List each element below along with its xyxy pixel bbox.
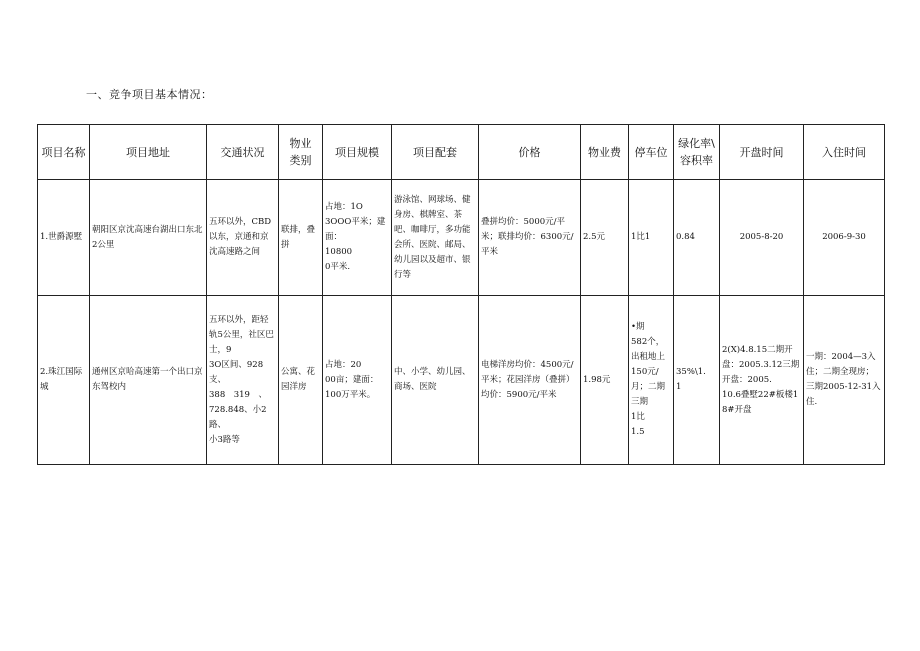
cell-price: 叠拼均价：5000元/平米；联排均价：6300元/平米 (479, 180, 581, 296)
cell-facilities: 中、小学、幼儿园、商场、医院 (392, 296, 479, 465)
cell-open: 2005-8-20 (720, 180, 804, 296)
cell-price: 电梯洋房均价：4500元/平米；花园洋房（叠拼）均价：5900元/平米 (479, 296, 581, 465)
cell-traffic: 五环以外，CBD以东，京通和京沈高速路之间 (207, 180, 279, 296)
header-scale: 项目规模 (323, 125, 392, 180)
table-row (38, 180, 885, 296)
cell-type: 公寓、花园洋房 (279, 296, 323, 465)
header-name: 项目名称 (38, 125, 90, 180)
cell-scale: 占地：20 00亩；建面： 100万平米。 (323, 296, 392, 465)
header-address: 项目地址 (90, 125, 207, 180)
section-title: 一、竞争项目基本情况： (86, 88, 213, 101)
header-open: 开盘时间 (720, 125, 804, 180)
cell-scale: 占地：1O 3OOO平米；建面： 10800 0平米. (323, 180, 392, 296)
cell-fee: 1.98元 (581, 296, 629, 465)
cell-move-in: 2006-9-30 (804, 180, 885, 296)
header-facilities: 项目配套 (392, 125, 479, 180)
cell-parking: 1比1 (629, 180, 674, 296)
cell-address: 通州区京哈高速第一个出口京东驾校内 (90, 296, 207, 465)
header-parking: 停车位 (629, 125, 674, 180)
cell-traffic: 五环以外，距轻轨5公里，社区巴士，9 3O区间、928支、 388 319 、 728.848、小2路、 小3路等 (207, 296, 279, 465)
competitor-table (37, 124, 885, 465)
cell-name: 1.世爵源墅 (38, 180, 90, 296)
header-green: 绿化率\ 容积率 (674, 125, 720, 180)
header-type: 物业 类别 (279, 125, 323, 180)
header-move-in: 入住时间 (804, 125, 885, 180)
cell-name: 2.珠江国际城 (38, 296, 90, 465)
header-row (38, 125, 885, 180)
cell-move-in: 一期：2004—3入住；二期全现房；三期2005-12-31入住. (804, 296, 885, 465)
cell-green: 35%\1. 1 (674, 296, 720, 465)
cell-green: 0.84 (674, 180, 720, 296)
header-traffic: 交通状况 (207, 125, 279, 180)
cell-fee: 2.5元 (581, 180, 629, 296)
header-fee: 物业费 (581, 125, 629, 180)
cell-parking: •期 582个， 出租地上 150元/ 月；二期 三期 1比 1.5 (629, 296, 674, 465)
cell-address: 朝阳区京沈高速台湖出口东北2公里 (90, 180, 207, 296)
table-row (38, 296, 885, 465)
cell-open: 2(X)4.8.15二期开盘：2005.3.12三期开盘：2005. 10.6叠墅22#板楼1 8#开盘 (720, 296, 804, 465)
cell-facilities: 游泳馆、网球场、健身房、棋牌室、茶吧、咖啡厅，多功能会所、医院、邮局、幼儿园以及超市、银行等 (392, 180, 479, 296)
header-price: 价格 (479, 125, 581, 180)
cell-type: 联排，叠拼 (279, 180, 323, 296)
